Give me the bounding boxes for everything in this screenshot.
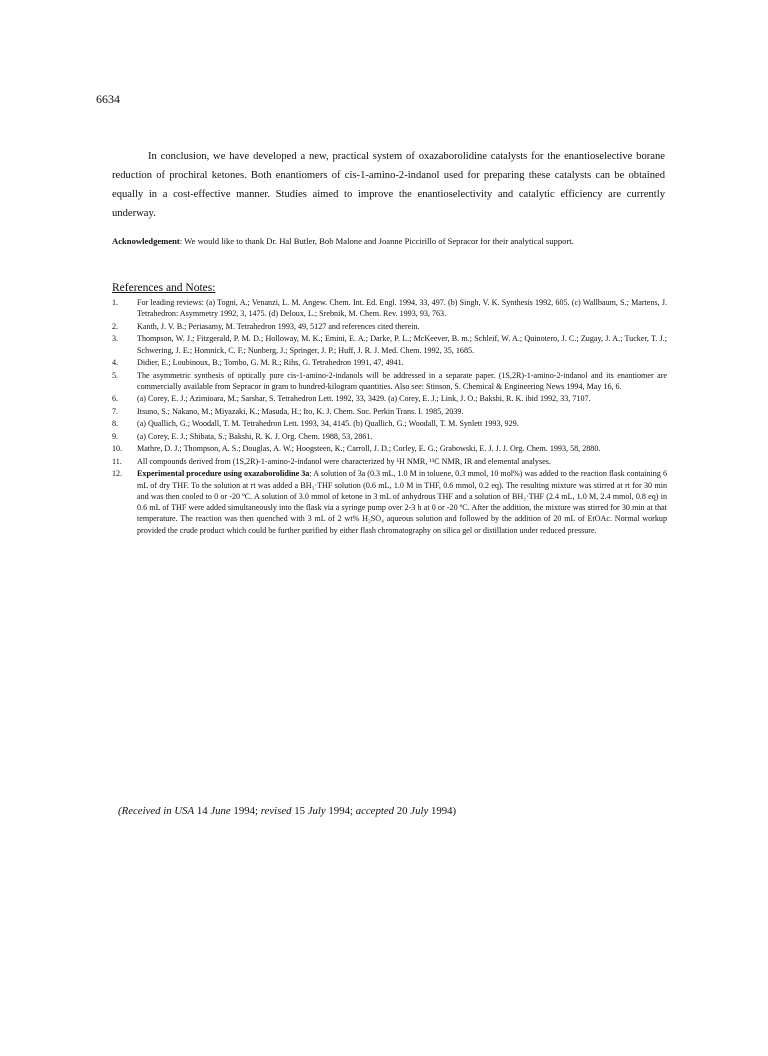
reference-number: 9. xyxy=(112,431,119,441)
acknowledgement xyxy=(112,232,665,250)
received-dates xyxy=(118,805,456,817)
reference-number: 11. xyxy=(112,456,122,466)
reference-number: 4. xyxy=(112,358,119,368)
reference-label: Experimental procedure using oxazaborolidine 3a xyxy=(137,469,310,479)
reference-item xyxy=(112,456,667,467)
received-date: 14 xyxy=(194,805,211,817)
acknowledgement-text: : We would like to thank Dr. Hal Butler, Bob Malone and Joanne Piccirillo of Sepracor for their analytical support. xyxy=(179,236,574,246)
reference-item xyxy=(112,406,667,417)
reference-number: 12. xyxy=(112,469,123,479)
reference-text: For leading reviews: (a) Togni, A.; Venanzi, L. M. Angew. Chem. Int. Ed. Engl. 1994, 33, 497. (b) Singh, V. K. Synthesis 1992, 605. (c) Wallbaum, S.; Martens, J. Tetrahedron: Asymmetry 1992, 3, 1475. (d) Deloux, L.; Srebnik, M. Chem. Rev. 1993, 93, 763. xyxy=(137,298,667,319)
reference-item xyxy=(112,321,667,332)
page-number: 6634 xyxy=(96,92,120,106)
reference-item xyxy=(112,357,667,368)
reference-item xyxy=(112,297,667,320)
reference-number: 5. xyxy=(112,370,119,380)
accepted-text: accepted xyxy=(355,805,395,817)
reference-text: (a) Corey, E. J.; Azimioara, M.; Sarshar, S. Tetrahedron Lett. 1992, 33, 3429. (a) Corey, E. J.; Link, J. O.; Bakshi, R. K. ibid 1992, 33, 7107. xyxy=(137,394,591,404)
reference-item xyxy=(112,393,667,404)
reference-text: : A solution of 3a (0.3 mL, 1.0 M in toluene, 0.3 mmol, 10 mol%) was added to the reaction flask containing 6 mL of dry THF. To the solution at rt was added a BH₃·THF solution (0.6 mL, 1.0 M in THF, 0.6 mmol, 0.2 eq). The resulting mixture was stirred at rt for 30 min and was then cooled to 0 or -20 ºC. A solution of 3.0 mmol of ketone in 3 mL of anhydrous THF and a solution of BH₃·THF (2.4 mL, 1.0 M, 2.4 mmol, 0.8 eq) in 0.6 mL of THF were added simultaneously into the flask via a syringe pump over 2-3 h at 0 or -20 ºC. After the addition, the mixture was stirred for 30 min at that temperature. The reaction was then quenched with 3 mL of 2 wt% H₂SO₄ aqueous solution and followed by the addition of 20 mL of EtOAc. Normal workup provided the crude product which could be further purified by either flash chromatography on silica gel or distillation under reduced pressure. xyxy=(137,469,667,535)
reference-text: (a) Quallich, G.; Woodall, T. M. Tetrahedron Lett. 1993, 34, 4145. (b) Quallich, G.; Woodall, T. M. Synlett 1993, 929. xyxy=(137,419,519,429)
reference-number: 6. xyxy=(112,394,119,404)
accepted-date: 20 xyxy=(394,805,411,817)
received-year: 1994; xyxy=(230,805,261,817)
reference-text: All compounds derived from (1S,2R)-1-amino-2-indanol were characterized by ¹H NMR, ¹³C NMR, IR and elemental analyses. xyxy=(137,456,551,466)
accepted-year: 1994) xyxy=(428,805,457,817)
revised-text: revised xyxy=(260,805,292,817)
reference-text: Itsuno, S.; Nakano, M.; Miyazaki, K.; Masuda, H.; Ito, K. J. Chem. Soc. Perkin Trans. I. 1985, 2039. xyxy=(137,406,464,416)
received-month: June xyxy=(210,805,231,817)
reference-item xyxy=(112,443,667,454)
conclusion-text: In conclusion, we have developed a new, practical system of oxazaborolidine catalysts for the enantioselective borane reduction of prochiral ketones. Both enantiomers of cis-1-amino-2-indanol used for preparing these catalysts can be obtained equally in a cost-effective manner. Studies aimed to improve the enantioselectivity and catalytic efficiency are currently underway. xyxy=(112,151,665,219)
reference-number: 2. xyxy=(112,321,119,331)
revised-date: 15 xyxy=(291,805,308,817)
reference-number: 1. xyxy=(112,298,119,307)
revised-month: July xyxy=(307,805,326,817)
reference-text: (a) Corey, E. J.; Shibata, S.; Bakshi, R. K. J. Org. Chem. 1988, 53, 2861. xyxy=(137,431,373,441)
received-text: (Received in USA xyxy=(118,805,195,817)
reference-item xyxy=(112,468,667,536)
reference-number: 3. xyxy=(112,334,119,344)
reference-item xyxy=(112,370,667,393)
reference-number: 8. xyxy=(112,419,119,429)
reference-list xyxy=(112,297,667,537)
revised-year: 1994; xyxy=(325,805,356,817)
reference-text: Didier, E.; Loubinoux, B.; Tombo, G. M. R.; Rihs, G. Tetrahedron 1991, 47, 4941. xyxy=(137,358,404,368)
reference-text: The asymmetric synthesis of optically pure cis-1-amino-2-indanols will be addressed in a separate paper. (1S,2R)-1-amino-2-indanol and its enantiomer are commercially available from Sepracor in gram to hundred-kilogram quantities. Also see: Stinson, S. Chemical & Engineering News 1994, May 16, 6. xyxy=(137,370,667,391)
reference-item xyxy=(112,431,667,442)
reference-number: 10. xyxy=(112,444,123,454)
accepted-month: July xyxy=(410,805,429,817)
reference-text: Thompson, W. J.; Fitzgerald, P. M. D.; Holloway, M. K.; Emini, E. A.; Darke, P. L.; McKeever, B. m.; Schleif, W. A.; Quinotero, J. C.; Zugay, J. A.; Tucker, T. J.; Schwering, J. E.; Homnick, C. F.; Nunberg, J.; Springer, J. P.; Huff, J. R. J. Med. Chem. 1992, 35, 1685. xyxy=(137,334,667,355)
reference-number: 7. xyxy=(112,406,119,416)
reference-text: Mathre, D. J.; Thompson, A. S.; Douglas, A. W.; Hoogsteen, K.; Carroll, J. D.; Corley, E. G.; Grabowski, E. J. J. J. Org. Chem. 1993, 58, 2880. xyxy=(137,444,601,454)
reference-item xyxy=(112,418,667,429)
reference-item xyxy=(112,333,667,356)
conclusion-paragraph xyxy=(112,147,665,223)
references-heading: References and Notes: xyxy=(112,282,216,294)
reference-text: Kanth, J. V. B.; Periasamy, M. Tetrahedron 1993, 49, 5127 and references cited therein. xyxy=(137,321,420,331)
acknowledgement-label: Acknowledgement xyxy=(112,236,180,246)
